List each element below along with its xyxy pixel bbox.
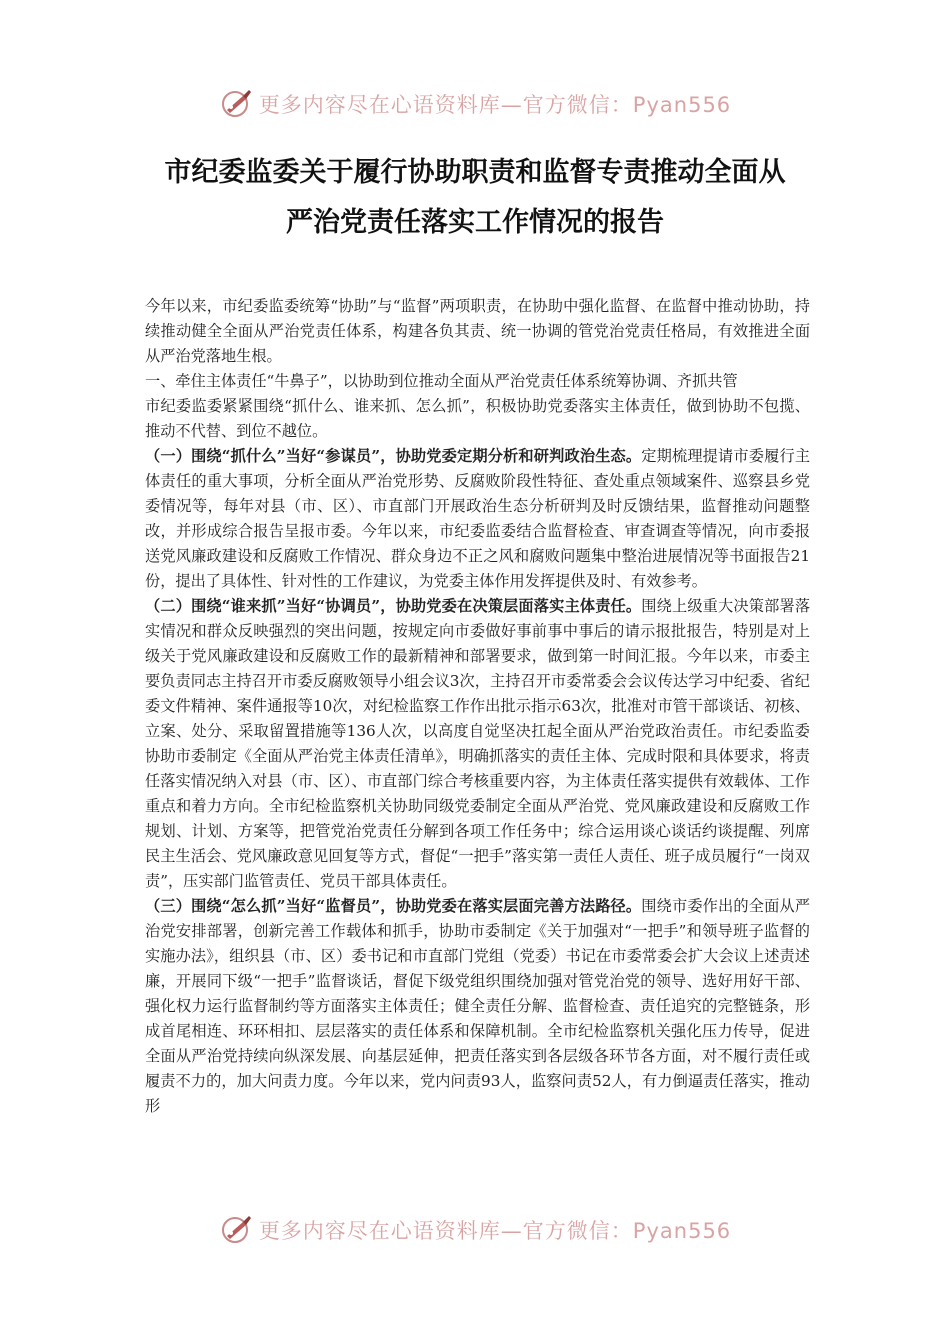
title-line-2: 严治党责任落实工作情况的报告 bbox=[286, 207, 664, 238]
watermark-text: 更多内容尽在心语资料库—官方微信：Pyan556 bbox=[258, 1219, 732, 1243]
section-1-heading: 一、牵住主体责任“牛鼻子”，以协助到位推动全面从严治党责任体系统筹协调、齐抓共管 bbox=[145, 372, 738, 390]
document-title bbox=[100, 148, 850, 248]
section-1-intro: 市纪委监委紧紧围绕“抓什么、谁来抓、怎么抓”，积极协助党委落实主体责任，做到协助不包揽、推动不代替、到位不越位。 bbox=[145, 397, 810, 440]
brand-logo-icon bbox=[219, 86, 255, 122]
watermark-footer bbox=[0, 1210, 950, 1250]
item-3-heading: （三）围绕“怎么抓”当好“监督员”，协助党委在落实层面完善方法路径。 bbox=[145, 897, 642, 915]
item-1-text: 定期梳理提请市委履行主体责任的重大事项，分析全面从严治党形势、反腐败阶段性特征、查处重点领域案件、巡察县乡党委情况等，每年对县（市、区）、市直部门开展政治生态分析研判及时反馈结果，监督推动问题整改，并形成综合报告呈报市委。今年以来，市纪委监委结合监督检查、审查调查等情况，向市委报送党风廉政建设和反腐败工作情况、群众身边不正之风和腐败问题集中整治进展情况等书面报告21份，提出了具体性、针对性的工作建议，为党委主体作用发挥提供及时、有效参考。 bbox=[145, 447, 811, 590]
intro-paragraph: 今年以来，市纪委监委统筹“协助”与“监督”两项职责，在协助中强化监督、在监督中推动协助，持续推动健全全面从严治党责任体系，构建各负其责、统一协调的管党治党责任格局，有效推进全面从严治党落地生根。 bbox=[145, 297, 810, 365]
watermark-text: 更多内容尽在心语资料库—官方微信：Pyan556 bbox=[258, 93, 732, 117]
item-3-paragraph bbox=[145, 894, 810, 1119]
watermark-header bbox=[0, 84, 950, 124]
title-line-1: 市纪委监委关于履行协助职责和监督专责推动全面从 bbox=[164, 157, 786, 188]
item-3-text: 围绕市委作出的全面从严治党安排部署，创新完善工作载体和抓手，协助市委制定《关于加强对“一把手”和领导班子监督的实施办法》，组织县（市、区）委书记和市直部门党组（党委）书记在市委常委会扩大会议上述责述廉，开展同下级“一把手”监督谈话，督促下级党组织围绕加强对管党治党的领导、选好用好干部、强化权力运行监督制约等方面落实主体责任；健全责任分解、监督检查、责任追究的完整链条，形成首尾相连、环环相扣、层层落实的责任体系和保障机制。全市纪检监察机关强化压力传导，促进全面从严治党持续向纵深发展、向基层延伸，把责任落实到各层级各环节各方面，对不履行责任或履责不力的，加大问责力度。今年以来，党内问责93人，监察问责52人，有力倒逼责任落实，推动形 bbox=[145, 897, 811, 1115]
item-1-heading: （一）围绕“抓什么”当好“参谋员”，协助党委定期分析和研判政治生态。 bbox=[145, 447, 642, 465]
brand-logo-icon bbox=[219, 1212, 255, 1248]
document-body bbox=[145, 294, 810, 1119]
item-2-text: 围绕上级重大决策部署落实情况和群众反映强烈的突出问题，按规定向市委做好事前事中事后的请示报批报告，特别是对上级关于党风廉政建设和反腐败工作的最新精神和部署要求，做到第一时间汇报。今年以来，市委主要负责同志主持召开市委反腐败领导小组会议3次，主持召开市委常委会会议传达学习中纪委、省纪委文件精神、案件通报等10次，对纪检监察工作作出批示指示63次，批准对市管干部谈话、初核、立案、处分、采取留置措施等136人次，以高度自觉坚决扛起全面从严治党政治责任。市纪委监委协助市委制定《全面从严治党主体责任清单》，明确抓落实的责任主体、完成时限和具体要求，将责任落实情况纳入对县（市、区）、市直部门综合考核重要内容，为主体责任落实提供有效载体、工作重点和着力方向。全市纪检监察机关协助同级党委制定全面从严治党、党风廉政建设和反腐败工作规划、计划、方案等，把管党治党责任分解到各项工作任务中；综合运用谈心谈话约谈提醒、列席民主生活会、党风廉政意见回复等方式，督促“一把手”落实第一责任人责任、班子成员履行“一岗双责”，压实部门监管责任、党员干部具体责任。 bbox=[145, 597, 811, 890]
item-2-heading: （二）围绕“谁来抓”当好“协调员”，协助党委在决策层面落实主体责任。 bbox=[145, 597, 642, 615]
item-1-paragraph bbox=[145, 444, 810, 594]
item-2-paragraph bbox=[145, 594, 810, 894]
